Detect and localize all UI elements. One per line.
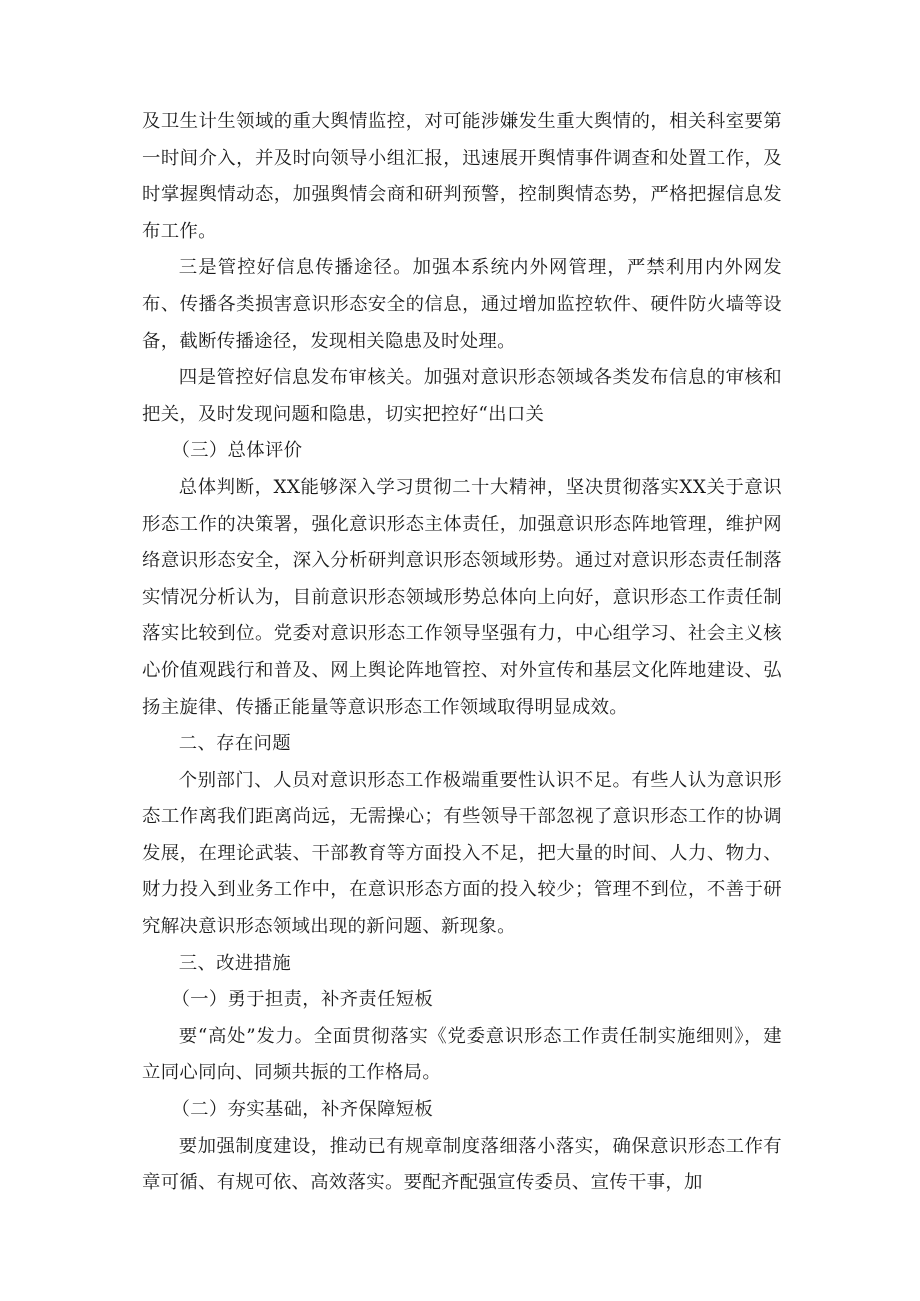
paragraph-foundation: 要加强制度建设，推动已有规章制度落细落小落实，确保意识形态工作有章可循、有规可依、高效落实。要配齐配强宣传委员、宣传干事，加 (142, 1135, 782, 1194)
heading-improvement-measures: 三、改进措施 (178, 952, 291, 974)
heading-existing-problems: 二、存在问题 (178, 733, 291, 755)
paragraph-problems: 个别部门、人员对意识形态工作极端重要性认识不足。有些人认为意识形态工作离我们距离尚远，无需操心；有些领导干部忽视了意识形态工作的协调发展，在理论武装、干部教育等方面投入不足，把大量的时间、人力、物力、财力投入到业务工作中，在意识形态方面的投入较少；管理不到位，不善于研究解决意识形态领域出现的新问题、新现象。 (142, 769, 782, 938)
subheading-overall-evaluation: （三）总体评价 (171, 440, 303, 462)
paragraph-overall-judgment: 总体判断，XX能够深入学习贯彻二十大精神，坚决贯彻落实XX关于意识形态工作的决策署，强化意识形态主体责任，加强意识形态阵地管理，维护网络意识形态安全，深入分析研判意识形态领域形势。通过对意识形态责任制落实情况分析认为，目前意识形态领域形势总体向上向好，意识形态工作责任制落实比较到位。党委对意识形态工作领导坚强有力，中心组学习、社会主义核心价值观践行和普及、网上舆论阵地管控、对外宣传和基层文化阵地建设、弘扬主旋律、传播正能量等意识形态工作领域取得明显成效。 (142, 476, 782, 718)
paragraph-continuation: 及卫生计生领域的重大舆情监控，对可能涉嫌发生重大舆情的，相关科室要第一时间介入，并及时向领导小组汇报，迅速展开舆情事件调查和处置工作，及时掌握舆情动态，加强舆情会商和研判预警，控制舆情态势，严格把握信息发布工作。 (142, 111, 782, 242)
paragraph-responsibility: 要“高处”发力。全面贯彻落实《党委意识形态工作责任制实施细则》，建立同心同向、同频共振的工作格局。 (142, 1025, 782, 1084)
subheading-foundation: （二）夯实基础，补齐保障短板 (171, 1099, 434, 1121)
document-page (142, 104, 782, 1202)
paragraph-info-channels: 三是管控好信息传播途径。加强本系统内外网管理，严禁利用内外网发布、传播各类损害意识形态安全的信息，通过增加监控软件、硬件防火墙等设备，截断传播途径，发现相关隐患及时处理。 (142, 257, 782, 352)
subheading-responsibility: （一）勇于担责，补齐责任短板 (171, 989, 434, 1011)
paragraph-review-control: 四是管控好信息发布审核关。加强对意识形态领域各类发布信息的审核和把关，及时发现问题和隐患，切实把控好“出口关 (142, 367, 782, 425)
